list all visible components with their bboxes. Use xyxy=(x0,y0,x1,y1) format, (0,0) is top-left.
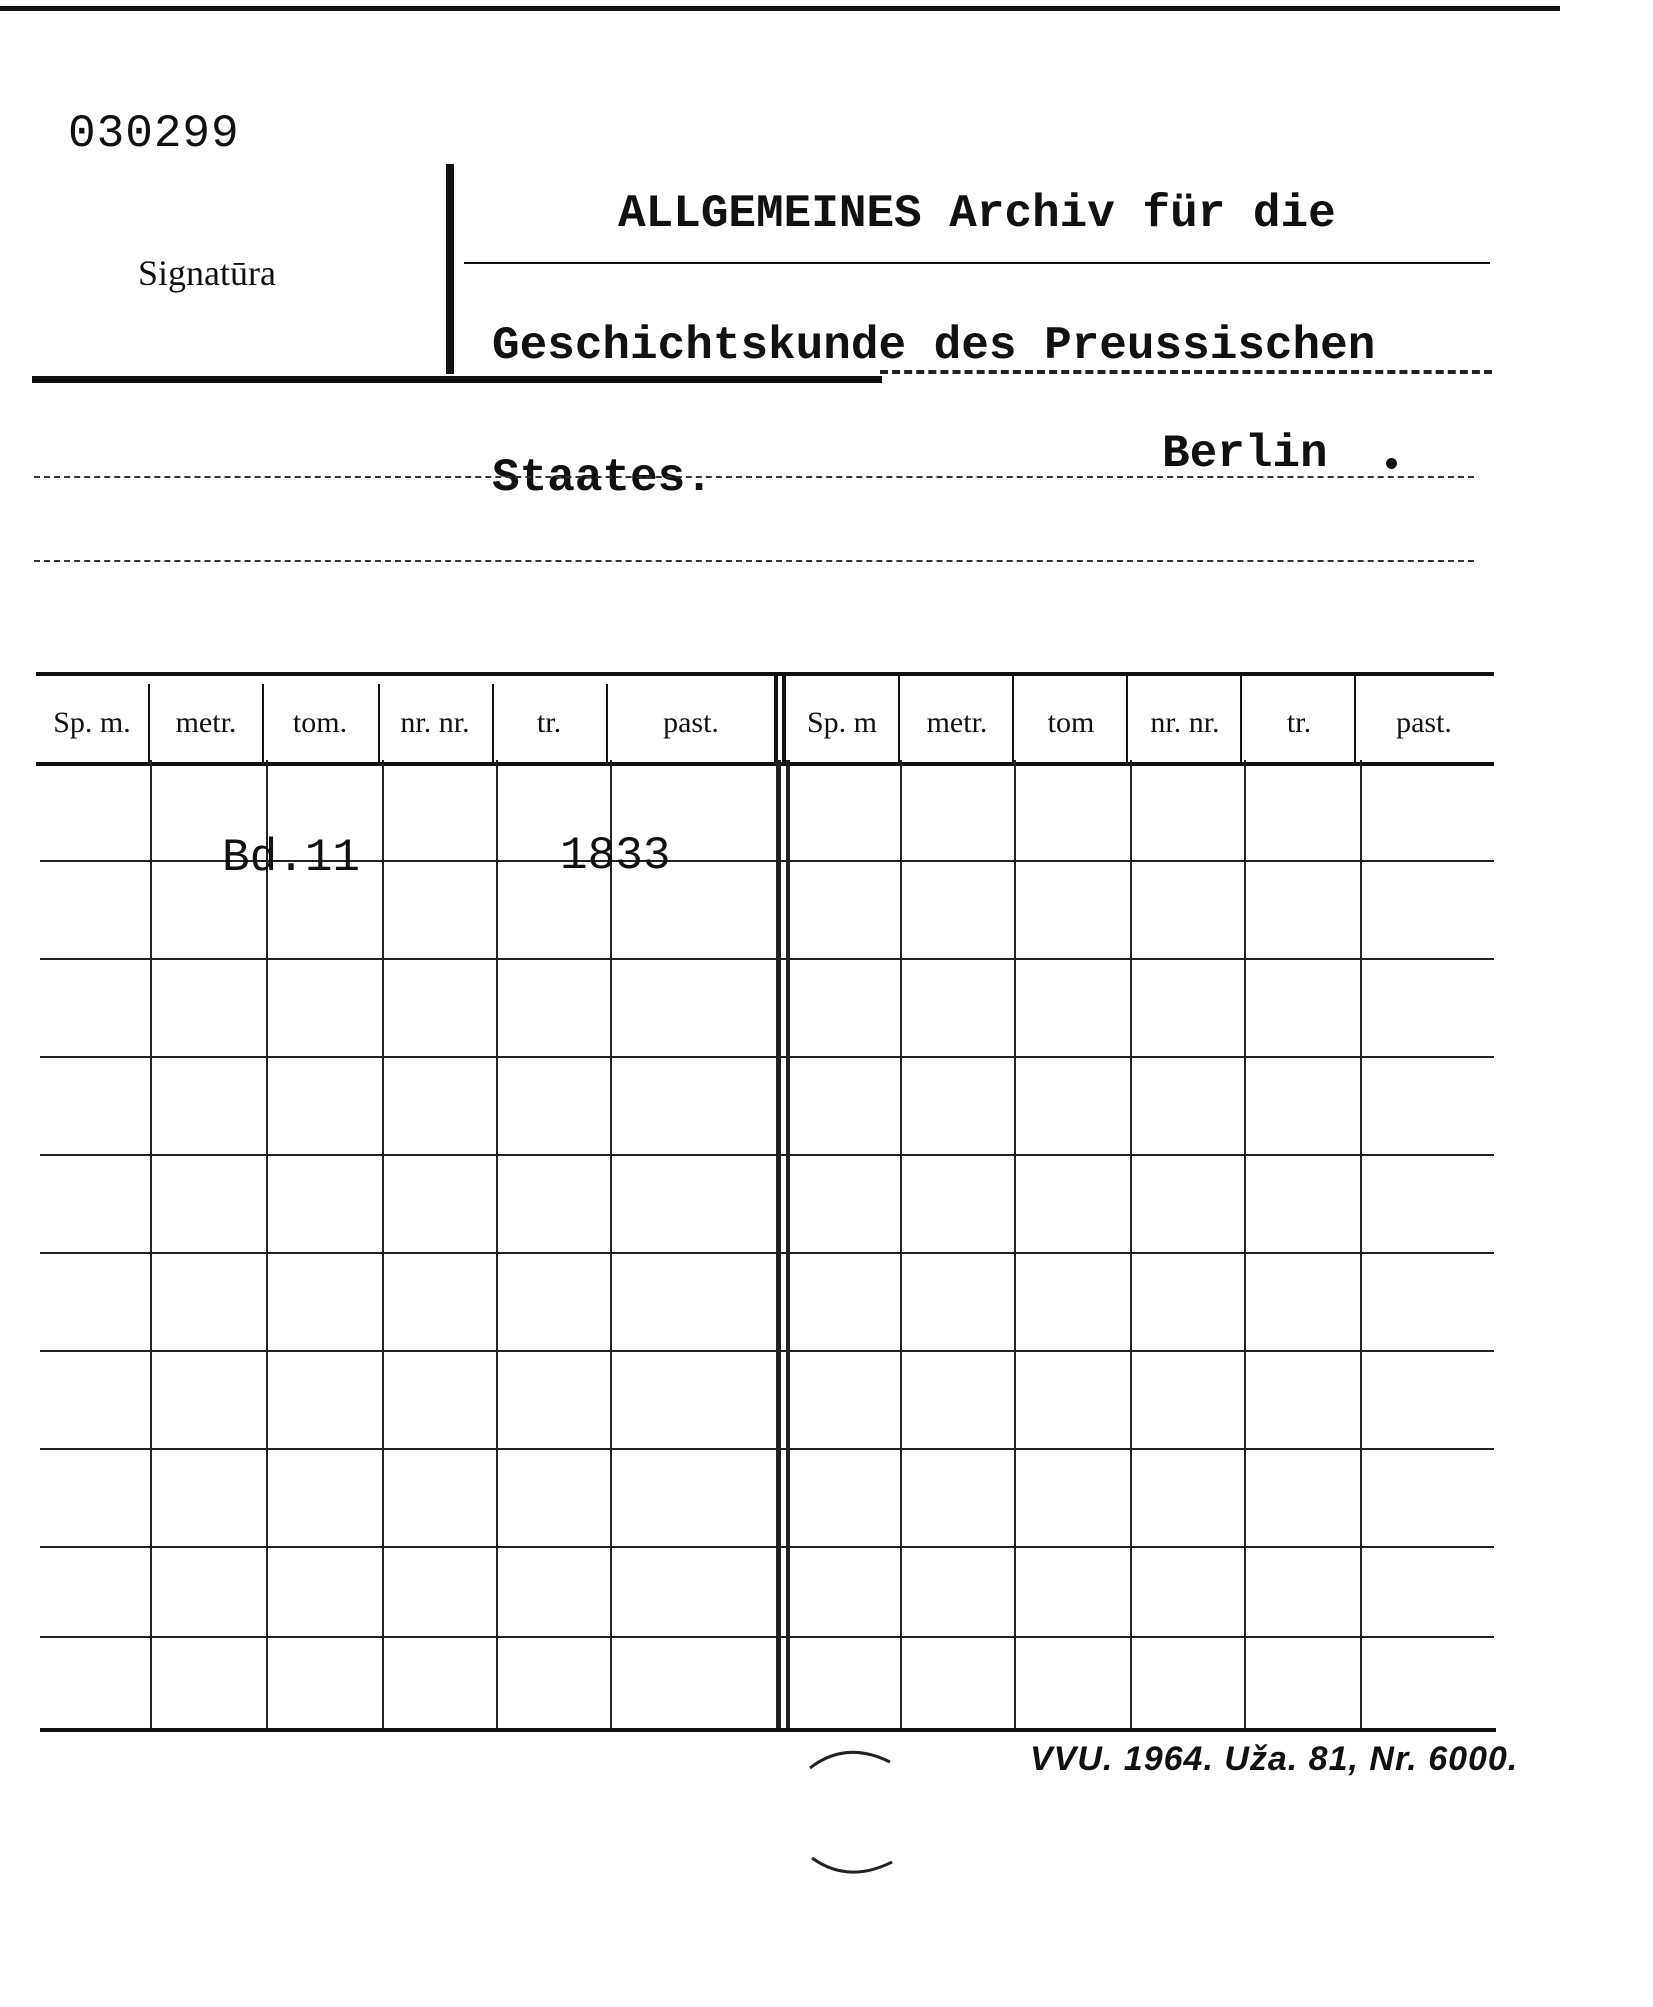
grid-row-line xyxy=(40,1636,1494,1638)
grid-col-line xyxy=(496,760,498,1730)
table-top-rule xyxy=(36,672,1494,676)
fond-title xyxy=(492,104,1492,588)
col-header-left-tom: tom. xyxy=(292,706,348,739)
fond-title-line-1: ALLGEMEINES Archiv für die xyxy=(618,188,1336,240)
grid-row-line xyxy=(40,1350,1494,1352)
grid-row-line xyxy=(40,1448,1494,1450)
grid-row-line xyxy=(40,958,1494,960)
table-bottom-rule xyxy=(40,1728,1496,1732)
col-header-right-past: past. xyxy=(1396,706,1452,739)
col-header-left-tr: tr. xyxy=(536,706,562,739)
header-col-divider xyxy=(492,684,494,764)
fond-title-line-2: Geschichtskunde des Preussischen xyxy=(492,320,1376,372)
col-header-right-tom: tom xyxy=(1047,706,1095,739)
stamp-arc-mark xyxy=(808,1850,898,1890)
grid-col-line xyxy=(1360,760,1362,1730)
grid-col-line xyxy=(382,760,384,1730)
grid-row-line xyxy=(40,1056,1494,1058)
header-bottom-rule-broken xyxy=(880,370,1492,374)
header-double-divider xyxy=(782,676,786,766)
entry-tr: 1833 xyxy=(560,830,671,882)
header-bottom-rule xyxy=(32,376,882,383)
grid-row-line xyxy=(40,1252,1494,1254)
header-col-divider xyxy=(898,676,900,764)
grid-col-line xyxy=(900,760,902,1730)
header-col-divider xyxy=(1354,676,1356,764)
header-col-divider xyxy=(148,684,150,764)
fond-title-line-3: Staates. xyxy=(492,452,713,504)
header-col-divider xyxy=(378,684,380,764)
grid-double-line xyxy=(776,760,781,1730)
col-header-left-sp-m: Sp. m. xyxy=(53,706,131,739)
place-name: Berlin xyxy=(1162,428,1328,480)
grid-col-line xyxy=(150,760,152,1730)
grid-double-line xyxy=(786,760,790,1730)
grid-row-line xyxy=(40,1154,1494,1156)
table-header-bottom-rule xyxy=(36,762,1494,766)
signature-label: Signatūra xyxy=(138,253,276,293)
grid-col-line xyxy=(1244,760,1246,1730)
grid-col-line xyxy=(1014,760,1016,1730)
col-header-right-tr: tr. xyxy=(1286,706,1312,739)
header-col-divider xyxy=(606,684,608,764)
top-edge-line xyxy=(0,6,1560,11)
blank-line xyxy=(34,560,1474,562)
grid-col-line xyxy=(266,760,268,1730)
col-header-left-nr-nr: nr. nr. xyxy=(400,706,470,739)
header-col-divider xyxy=(1126,676,1128,764)
grid-col-line xyxy=(1130,760,1132,1730)
header-col-divider xyxy=(262,684,264,764)
grid-col-line xyxy=(610,760,612,1730)
grid-row-line xyxy=(40,1546,1494,1548)
col-header-right-metr: metr. xyxy=(926,706,988,739)
header-col-divider xyxy=(1012,676,1014,764)
title-underline xyxy=(464,262,1490,264)
col-header-left-metr: metr. xyxy=(175,706,237,739)
place-dot xyxy=(1386,458,1397,469)
header-col-divider xyxy=(1240,676,1242,764)
header-vertical-divider xyxy=(446,164,454,374)
col-header-right-nr-nr: nr. nr. xyxy=(1150,706,1220,739)
entry-tom: Bd.11 xyxy=(222,832,361,884)
signature-number: 030299 xyxy=(68,108,240,160)
header-double-divider xyxy=(774,676,778,766)
stamp-arc-mark xyxy=(806,1736,896,1776)
col-header-right-sp-m: Sp. m xyxy=(806,706,878,739)
col-header-left-past: past. xyxy=(663,706,719,739)
footnote-inventory-note: VVU. 1964. Uža. 81, Nr. 6000. xyxy=(1030,1740,1519,1778)
